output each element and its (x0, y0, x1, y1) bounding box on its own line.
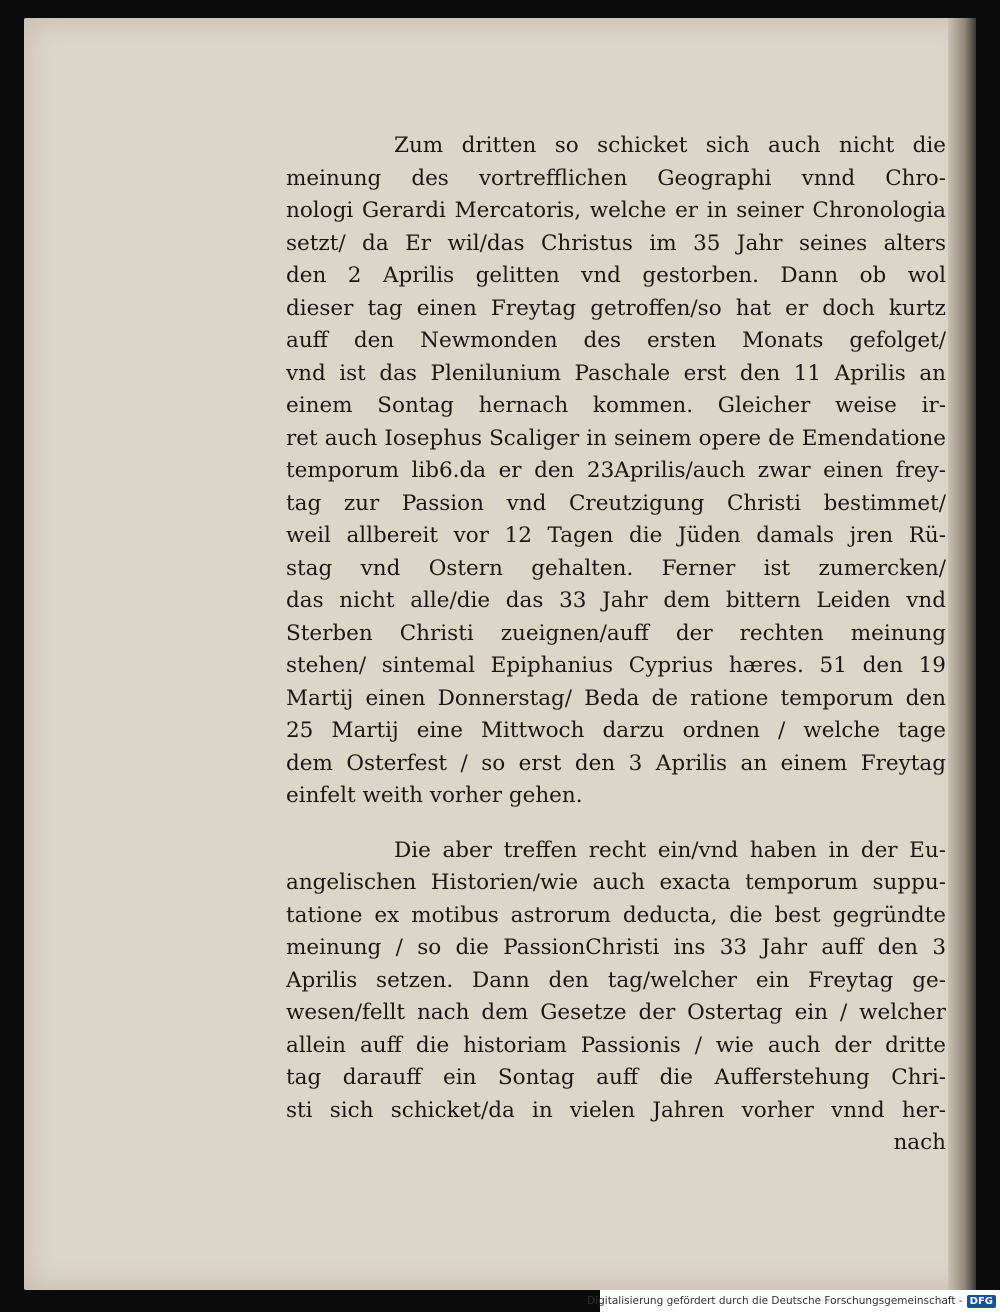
text-line: wesen/fellt nach dem Gesetze der Ostertag ein / welcher (286, 1000, 946, 1025)
text-line: einem Sontag hernach kommen. Gleicher weise ir- (286, 393, 946, 418)
text-line: Martij einen Donnerstag/ Beda de ratione temporum den (286, 685, 946, 711)
text-line: ret auch Iosephus Scaliger in seinem opere de Emendatione (286, 425, 946, 451)
text-line: den 2 Aprilis gelitten vnd gestorben. Dann ob wol (286, 263, 946, 288)
text-line: vnd ist das Plenilunium Paschale erst den 11 Aprilis an (286, 360, 946, 386)
text-line: einfelt weith vorher gehen. (286, 783, 583, 808)
text-line: tag darauff ein Sontag auff die Aufferstehung Chri- (286, 1065, 946, 1090)
text-line: 25 Martij eine Mittwoch darzu ordnen / welche tage (286, 718, 946, 743)
paragraph-2 (286, 835, 946, 1160)
text-line: stag vnd Ostern gehalten. Ferner ist zumercken/ (286, 555, 946, 581)
text-line: sti sich schicket/da in vielen Jahren vorher vnnd her- (286, 1097, 946, 1123)
page-spine-shadow (948, 18, 976, 1290)
text-line: Zum dritten so schicket sich auch nicht die (394, 133, 946, 158)
text-line: das nicht alle/die das 33 Jahr dem bittern Leiden vnd (286, 588, 946, 613)
text-line: Aprilis setzen. Dann den tag/welcher ein Freytag ge- (286, 967, 946, 993)
text-line: nologi Gerardi Mercatoris, welche er in seiner Chronologia (286, 198, 946, 223)
digitization-credit-bar (587, 1290, 1000, 1312)
text-line: dieser tag einen Freytag getroffen/so hat er doch kurtz (286, 295, 946, 321)
text-line: Sterben Christi zueignen/auff der rechten meinung (286, 620, 946, 646)
page-text (286, 130, 946, 1160)
text-line: auff den Newmonden des ersten Monats gefolget/ (286, 328, 946, 353)
text-line: tatione ex motibus astrorum deducta, die best gegründte (286, 902, 946, 928)
text-line: Die aber treffen recht ein/vnd haben in der Eu- (394, 837, 946, 863)
book-page (24, 18, 976, 1290)
text-line: meinung des vortrefflichen Geographi vnnd Chro- (286, 165, 946, 191)
text-line: temporum lib6.da er den 23Aprilis/auch zwar einen frey- (286, 458, 946, 483)
dfg-logo: DFG (967, 1295, 996, 1308)
catchword: nach (893, 1130, 946, 1155)
text-line: meinung / so die PassionChristi ins 33 Jahr auff den 3 (286, 935, 946, 960)
text-line: weil allbereit vor 12 Tagen die Jüden damals jren Rü- (286, 523, 946, 548)
paragraph-gap (286, 813, 946, 835)
text-line: allein auff die historiam Passionis / wie auch der dritte (286, 1032, 946, 1058)
text-line: tag zur Passion vnd Creutzigung Christi bestimmet/ (286, 490, 946, 516)
text-line: setzt/ da Er wil/das Christus im 35 Jahr seines alters (286, 230, 946, 256)
text-line: angelischen Historien/wie auch exacta temporum suppu- (286, 870, 946, 895)
text-line: stehen/ sintemal Epiphanius Cyprius hæres. 51 den 19 (286, 653, 946, 678)
paragraph-1 (286, 130, 946, 813)
text-line: dem Osterfest / so erst den 3 Aprilis an einem Freytag (286, 750, 946, 776)
digitization-credit-text: Digitalisierung gefördert durch die Deutsche Forschungsgemeinschaft - (587, 1295, 963, 1307)
